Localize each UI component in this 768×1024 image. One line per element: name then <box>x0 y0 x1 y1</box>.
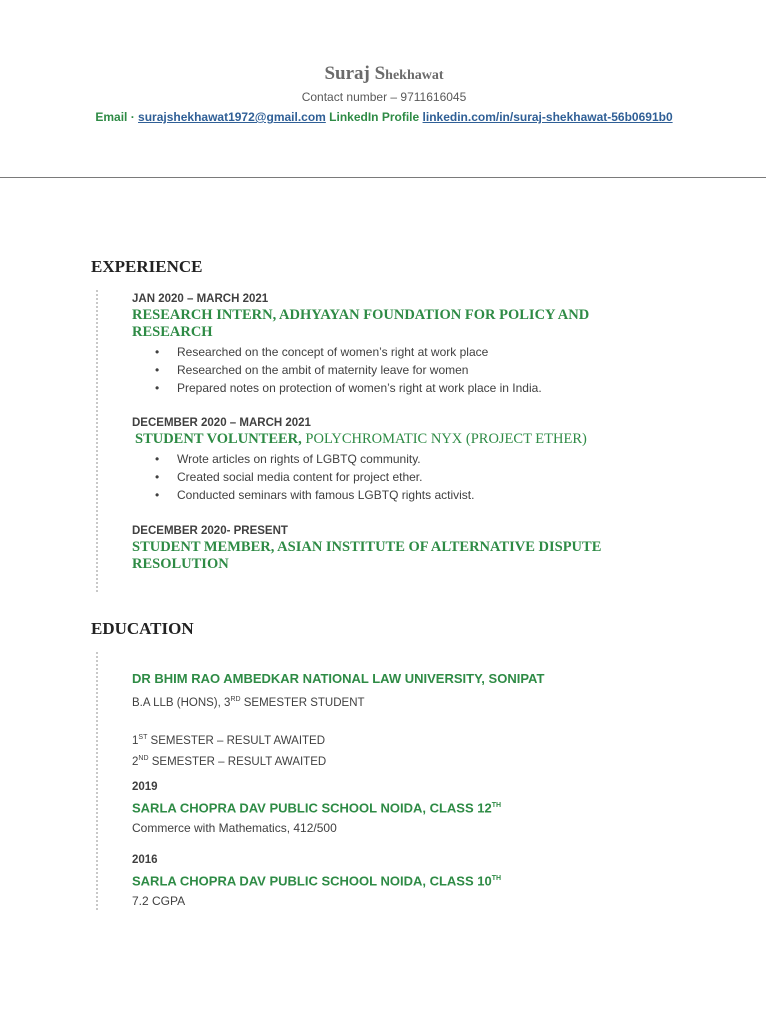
experience-bullets <box>132 450 652 504</box>
links-line <box>0 108 768 126</box>
experience-date: DECEMBER 2020 – MARCH 2021 <box>132 417 311 429</box>
degree <box>132 691 652 712</box>
education-university <box>132 670 652 770</box>
linkedin-label: LinkedIn Profile <box>325 110 423 124</box>
experience-heading: EXPERIENCE <box>91 257 203 276</box>
email-link[interactable]: surajshekhawat1972@gmail.com <box>138 110 326 124</box>
sem-sup: ST <box>138 733 148 741</box>
experience-timeline <box>96 290 98 592</box>
experience-role <box>132 431 652 448</box>
school-sup: TH <box>491 875 502 882</box>
semester-2 <box>132 750 652 771</box>
name-rest: hekhawat <box>385 68 444 83</box>
school-text: SARLA CHOPRA DAV PUBLIC SCHOOL NOIDA, CLASS 12 <box>132 800 492 816</box>
experience-item <box>132 415 652 504</box>
role-title: STUDENT VOLUNTEER, <box>135 431 302 447</box>
edu-year: 2016 <box>132 854 158 866</box>
bullet-item: • Researched on the concept of women’s right at work place <box>177 343 652 361</box>
bullet-item: • Wrote articles on rights of LGBTQ community. <box>177 450 652 468</box>
education-class10 <box>132 852 652 910</box>
education-timeline <box>96 652 98 910</box>
bullet-item: • Researched on the ambit of maternity leave for women <box>177 361 652 379</box>
degree-text: B.A LLB (HONS), 3 <box>132 696 231 709</box>
candidate-name <box>0 62 768 88</box>
linkedin-link[interactable]: linkedin.com/in/suraj-shekhawat-56b0691b0 <box>422 110 673 124</box>
sem-sup: ND <box>138 754 149 762</box>
sem-num: 2 <box>132 755 139 768</box>
edu-year: 2019 <box>132 781 158 793</box>
experience-role: STUDENT MEMBER, ASIAN INSTITUTE OF ALTERNATIVE DISPUTE RESOLUTION <box>132 539 602 572</box>
experience-date: JAN 2020 – MARCH 2021 <box>132 293 269 305</box>
edu-detail: 7.2 CGPA <box>132 894 186 909</box>
education-heading: EDUCATION <box>91 619 194 638</box>
sem-text: SEMESTER – RESULT AWAITED <box>147 734 326 747</box>
resume-header <box>0 62 768 126</box>
bullet-item: • Prepared notes on protection of women’s right at work place in India. <box>177 379 652 397</box>
sem-num: 1 <box>132 734 139 747</box>
school-name <box>132 870 652 890</box>
header-divider <box>0 177 766 178</box>
school-text: SARLA CHOPRA DAV PUBLIC SCHOOL NOIDA, CLASS 10 <box>132 873 492 889</box>
experience-role: RESEARCH INTERN, ADHYAYAN FOUNDATION FOR POLICY AND RESEARCH <box>132 307 590 340</box>
role-organization: POLYCHROMATIC NYX (PROJECT ETHER) <box>301 431 587 447</box>
degree-sup: RD <box>230 696 241 703</box>
sem-text: SEMESTER – RESULT AWAITED <box>148 755 327 768</box>
semester-1 <box>132 729 652 750</box>
experience-date: DECEMBER 2020- PRESENT <box>132 525 288 537</box>
email-label: Email · <box>95 110 139 124</box>
bullet-item: • Conducted seminars with famous LGBTQ rights activist. <box>177 486 652 504</box>
experience-item <box>132 523 652 573</box>
degree-text-post: SEMESTER STUDENT <box>240 696 365 709</box>
university-name: DR BHIM RAO AMBEDKAR NATIONAL LAW UNIVERSITY, SONIPAT <box>132 671 545 686</box>
bullet-item: • Created social media content for project ether. <box>177 468 652 486</box>
experience-bullets <box>132 343 652 397</box>
experience-item <box>132 291 652 397</box>
contact-number: Contact number – 9711616045 <box>301 90 467 104</box>
school-sup: TH <box>491 802 502 809</box>
school-name <box>132 797 652 817</box>
education-class12 <box>132 779 652 837</box>
edu-detail: Commerce with Mathematics, 412/500 <box>132 821 337 836</box>
name-first: Suraj S <box>324 63 386 84</box>
